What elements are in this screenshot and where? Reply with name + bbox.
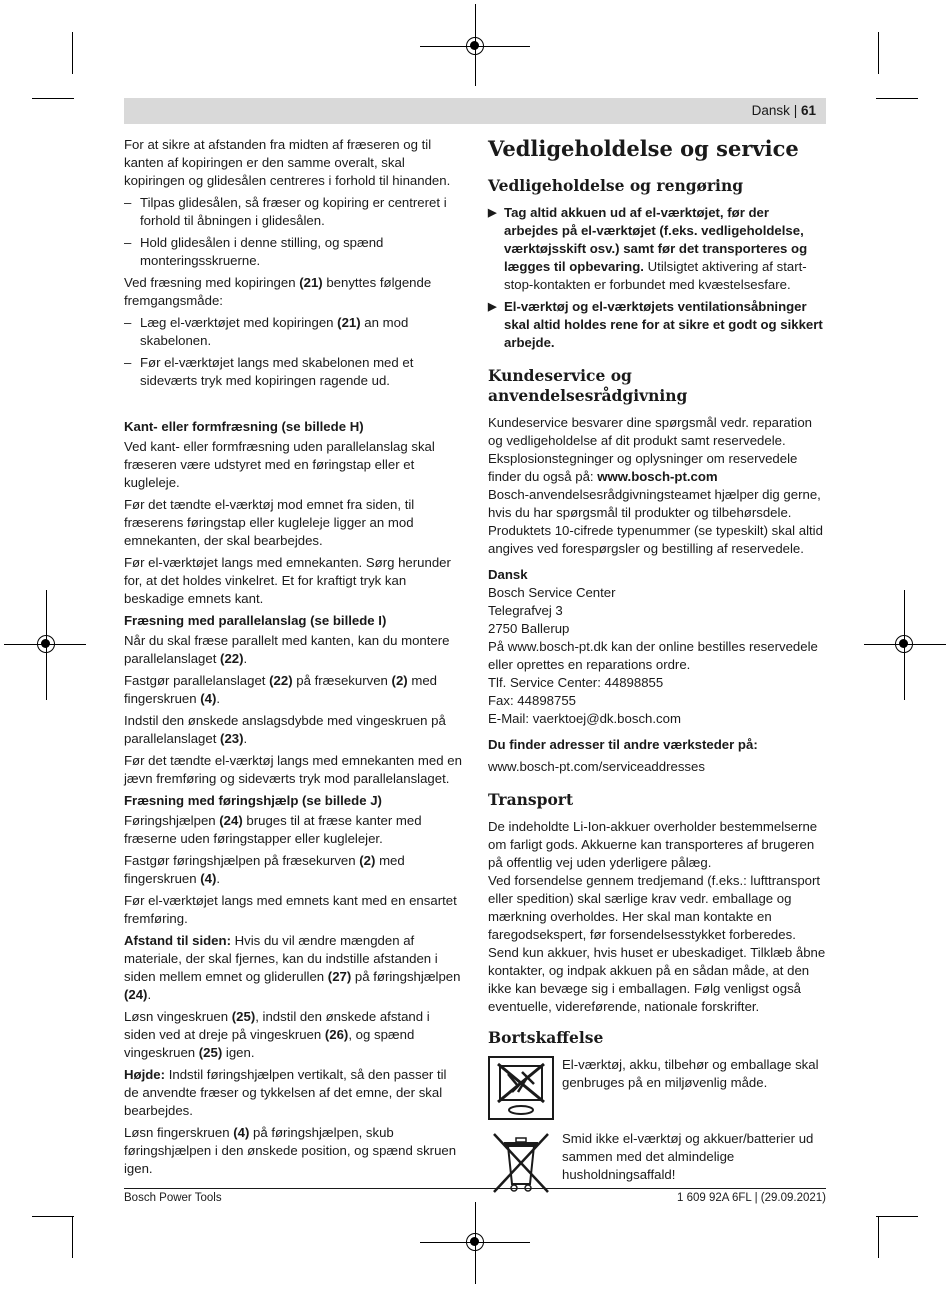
disposal-text: Smid ikke el-værktøj og akkuer/batterier ud sammen med det almindelige husholdningsaffald!: [562, 1131, 814, 1182]
page-number: 61: [800, 103, 816, 118]
footer-divider: [124, 1188, 826, 1189]
crop-mark: [878, 32, 879, 74]
paragraph: Bosch-anvendelsesrådgivningsteamet hjælper dig gerne, hvis du har spørgsmål til produkter og tilbehørsdele.: [488, 487, 821, 520]
crop-mark: [876, 98, 918, 99]
dash-item: – Tilpas glidesålen, så fræser og kopiring er centreret i forhold til åbningen i glidesålen.: [124, 194, 464, 230]
paragraph: Ved kant- eller formfræsning uden parallelanslag skal fræseren være udstyret med en føringstap eller et kugleleje.: [124, 439, 435, 490]
address-line: Fax: 44898755: [488, 693, 576, 708]
paragraph: Afstand til siden: Hvis du vil ændre mængden af materiale, der skal fjernes, kan du indstille afstanden i siden mellem emnet og gliderullen (27) på føringshjælpen (24).: [124, 933, 461, 1002]
registration-mark-icon: [466, 1233, 484, 1251]
disposal-item: [488, 1056, 826, 1120]
section-heading: Kundeservice og anvendelsesrådgivning: [488, 366, 688, 405]
crop-mark: [72, 32, 73, 74]
paragraph: Ved forsendelse gennem tredjemand (f.eks.: lufttransport eller spedition) skal særlige krav vedr. emballage og mærkning overholdes. Her skal man kontakte en faregodsekspert, før forsendelsesstykket forberedes.: [488, 873, 821, 942]
section-heading: Vedligeholdelse og rengøring: [488, 176, 744, 195]
footer-brand: Bosch Power Tools: [124, 1192, 222, 1204]
section-heading: Du finder adresser til andre værksteder på:: [488, 737, 758, 752]
paragraph: Når du skal fræse parallelt med kanten, kan du montere parallelanslaget (22).: [124, 633, 450, 666]
chapter-title: Vedligeholdelse og service: [488, 136, 799, 161]
paragraph: Kundeservice besvarer dine spørgsmål vedr. reparation og vedligeholdelse af dit produkt samt reservedele. Eksplosionstegninger og oplysninger om reservedele finder du også på: www.bosch-pt.com: [488, 415, 812, 484]
triangle-bullet-icon: ▶: [488, 207, 497, 219]
country-heading: Dansk: [488, 567, 528, 582]
dash-item: – Læg el-værktøjet med kopiringen (21) an mod skabelonen.: [124, 314, 464, 350]
registration-mark-icon: [37, 635, 55, 653]
paragraph: Før el-værktøjet langs med emnekanten. Sørg herunder for, at det holdes vinkelret. Et for kraftigt tryk kan beskadige emnets kant.: [124, 555, 451, 606]
crop-mark: [878, 1216, 879, 1258]
address-line: 2750 Ballerup: [488, 621, 570, 636]
footer-doc-id: 1 609 92A 6FL | (29.09.2021): [677, 1192, 826, 1204]
paragraph: De indeholdte Li-Ion-akkuer overholder bestemmelserne om farligt gods. Akkuerne kan transporteres af brugeren på offentlig vej uden yderligere pålæg.: [488, 819, 818, 870]
disposal-text: El-værktøj, akku, tilbehør og emballage skal genbruges på en miljøvenlig måde.: [562, 1057, 819, 1090]
paragraph: Fastgør føringshjælpen på fræsekurven (2) med fingerskruen (4).: [124, 853, 405, 886]
address-line: Bosch Service Center: [488, 585, 616, 600]
paragraph: Løsn vingeskruen (25), indstil den ønskede afstand i siden ved at dreje på vingeskruen (26), og spænd vingeskruen (25) igen.: [124, 1009, 430, 1060]
warning-item: ▶ El-værktøj og el-værktøjets ventilationsåbninger skal altid holdes rene for at sikre et godt og sikkert arbejde.: [488, 299, 823, 350]
crop-mark: [72, 1216, 73, 1258]
header-separator: |: [793, 103, 798, 118]
address-line: På www.bosch-pt.dk kan der online bestilles reservedele eller oprettes en reparations ordre.: [488, 639, 818, 672]
paragraph: Før det tændte el-værktøj mod emnet fra siden, til fræserens føringstap eller kugleleje ligger an mod emnekanten, der skal bearbejdes.: [124, 497, 415, 548]
address-line: Telegrafvej 3: [488, 603, 563, 618]
disposal-item: [488, 1130, 826, 1194]
dash-item: – Før el-værktøjet langs med skabelonen med et sideværts tryk med kopiringen ragende ud.: [124, 354, 464, 390]
section-heading: Kant- eller formfræsning (se billede H): [124, 419, 364, 434]
paragraph: Føringshjælpen (24) bruges til at fræse kanter med fræserne uden føringstapper eller kuglelejer.: [124, 813, 422, 846]
address-line: E-Mail: vaerktoej@dk.bosch.com: [488, 711, 681, 726]
bosch-link[interactable]: www.bosch-pt.com: [597, 469, 718, 484]
address-line: Tlf. Service Center: 44898855: [488, 675, 664, 690]
paragraph: Produktets 10-cifrede typenummer (se typeskilt) skal altid angives ved forespørgsler og bestilling af reservedele.: [488, 523, 823, 556]
section-heading: Fræsning med parallelanslag (se billede I): [124, 613, 387, 628]
page-header: [124, 98, 826, 124]
registration-mark-icon: [466, 37, 484, 55]
header-language: Dansk: [751, 103, 790, 118]
paragraph: Før det tændte el-værktøj langs med emnekanten med en jævn fremføring og sideværts tryk mod parallelanslaget.: [124, 753, 462, 786]
section-heading: Fræsning med føringshjælp (se billede J): [124, 793, 382, 808]
right-column: [488, 136, 826, 1204]
triangle-bullet-icon: ▶: [488, 301, 497, 313]
paragraph: Højde: Indstil føringshjælpen vertikalt, så den passer til de anvendte fræser og tykkelsen af det emne, der skal bearbejdes.: [124, 1067, 447, 1118]
service-url-link[interactable]: www.bosch-pt.com/serviceaddresses: [488, 759, 705, 774]
paragraph: Fastgør parallelanslaget (22) på fræsekurven (2) med fingerskruen (4).: [124, 673, 437, 706]
crop-mark: [876, 1216, 918, 1217]
paragraph: Før el-værktøjet langs med emnets kant med en ensartet fremføring.: [124, 893, 457, 926]
section-heading: Bortskaffelse: [488, 1028, 604, 1047]
paragraph: Løsn fingerskruen (4) på føringshjælpen, skub føringshjælpen i den ønskede position, og spænd skruen igen.: [124, 1125, 457, 1176]
crossed-out-bin-icon: [488, 1130, 554, 1194]
warning-item: ▶ Tag altid akkuen ud af el-værktøjet, før der arbejdes på el-værktøjet (f.eks. vedligeholdelse, værktøjsskift osv.) samt før det transporteres og lægges til opbevaring. Utilsigtet aktivering af start-stop-kontakten er forbundet med kvæstelsesfare.: [488, 205, 808, 292]
paragraph: Indstil den ønskede anslagsdybde med vingeskruen på parallelanslaget (23).: [124, 713, 446, 746]
recycle-symbol-icon: [488, 1056, 554, 1120]
paragraph: Ved fræsning med kopiringen (21) benyttes følgende fremgangsmåde:: [124, 275, 432, 308]
registration-mark-icon: [895, 635, 913, 653]
header-label: [752, 103, 816, 118]
dash-item: – Hold glidesålen i denne stilling, og spænd monteringsskruerne.: [124, 234, 464, 270]
crop-mark: [32, 98, 74, 99]
crop-mark: [32, 1216, 74, 1217]
section-heading: Transport: [488, 790, 574, 809]
paragraph: For at sikre at afstanden fra midten af fræseren og til kanten af kopiringen er den samme overalt, skal kopiringen og glidesålen centreres i forhold til hinanden.: [124, 137, 451, 188]
paragraph: Send kun akkuer, hvis huset er ubeskadiget. Tilklæb åbne kontakter, og indpak akkuen på en sådan måde, at den ikke kan bevæge sig i emballagen. Følg venligst også eventuelle, videreførende, nationale forskrifter.: [488, 945, 826, 1014]
left-column: [124, 136, 464, 1182]
